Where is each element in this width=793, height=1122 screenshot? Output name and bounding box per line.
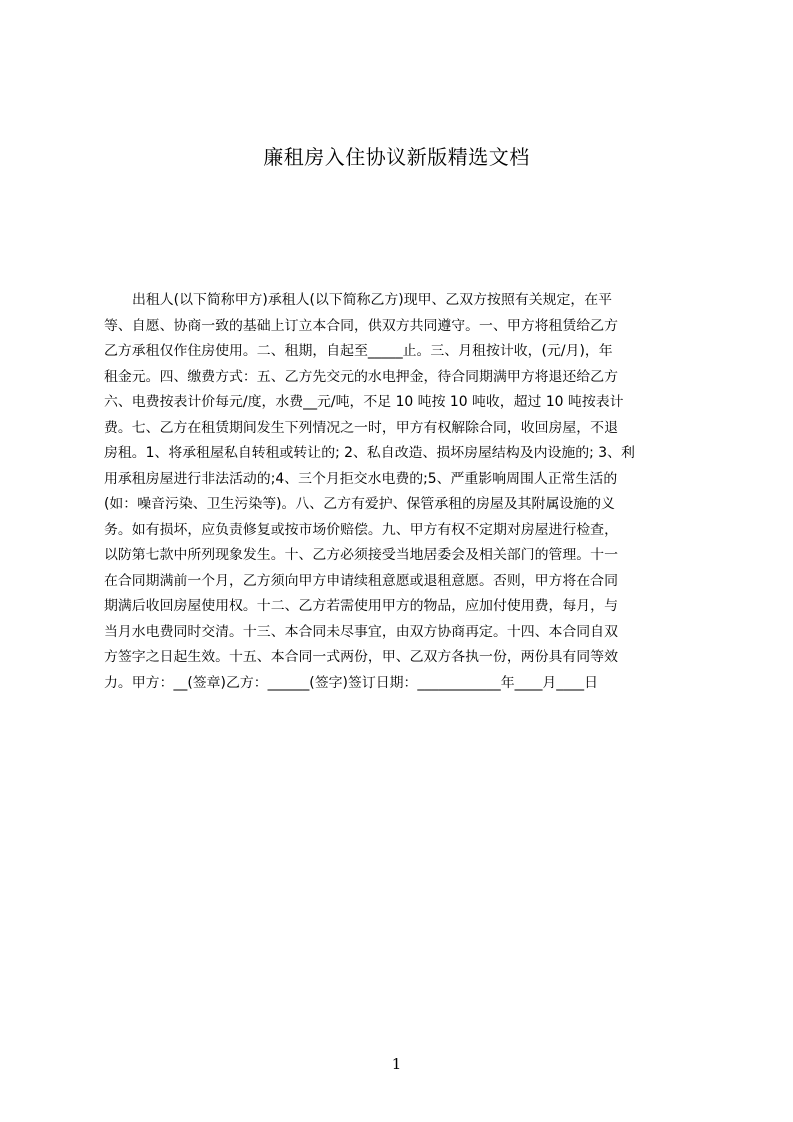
body-line: 用承租房屋进行非法活动的;4、三个月拒交水电费的;5、严重影响周围人正常生活的 [104, 470, 618, 487]
body-line: 在合同期满前一个月，乙方须向甲方申请续租意愿或退租意愿。否则，甲方将在合同 [104, 572, 618, 589]
document-body [104, 288, 698, 696]
document-title: 廉租房入住协议新版精选文档 [263, 145, 530, 169]
body-line: 方签字之日起生效。十五、本合同一式两份，甲、乙双方各执一份，两份具有同等效 [104, 649, 618, 665]
body-line: 租金元。四、缴费方式：五、乙方先交元的水电押金，待合同期满甲方将退还给乙方 [104, 368, 618, 385]
body-line: (如：噪音污染、卫生污染等)。八、乙方有爱护、保管承租的房屋及其附属设施的义 [104, 496, 615, 512]
page-number: 1 [391, 1055, 402, 1073]
body-line: 等、自愿、协商一致的基础上订立本合同，供双方共同遵守。一、甲方将租赁给乙方 [104, 317, 618, 334]
body-line: 务。如有损坏，应负责修复或按市场价赔偿。九、甲方有权不定期对房屋进行检查， [104, 521, 618, 538]
body-line: 当月水电费同时交清。十三、本合同未尽事宜，由双方协商再定。十四、本合同自双 [104, 623, 618, 640]
body-line: 房租。1、将承租屋私自转租或转让的; 2、私自改造、损坏房屋结构及内设施的; 3、利 [104, 445, 635, 461]
body-line: 乙方承租仅作住房使用。二、租期，自起至_____止。三、月租按计收，(元/月)，年 [104, 343, 613, 359]
body-line: 期满后收回房屋使用权。十二、乙方若需使用甲方的物品，应加付使用费，每月，与 [104, 598, 618, 614]
body-line: 费。七、乙方在租赁期间发生下列情况之一时，甲方有权解除合同，收回房屋，不退 [104, 419, 618, 436]
body-line: 出租人(以下简称甲方)承租人(以下简称乙方)现甲、乙双方按照有关规定，在平 [132, 292, 613, 308]
body-line: 力。甲方：__(签章)乙方：______(签字)签订日期：____________年____月____日 [104, 674, 598, 691]
body-line: 以防第七款中所列现象发生。十、乙方必须接受当地居委会及相关部门的管理。十一 [104, 547, 618, 563]
body-line: 六、电费按表计价每元/度，水费__元/吨，不足 10 吨按 10 吨收，超过 10 吨按表计 [104, 394, 624, 410]
